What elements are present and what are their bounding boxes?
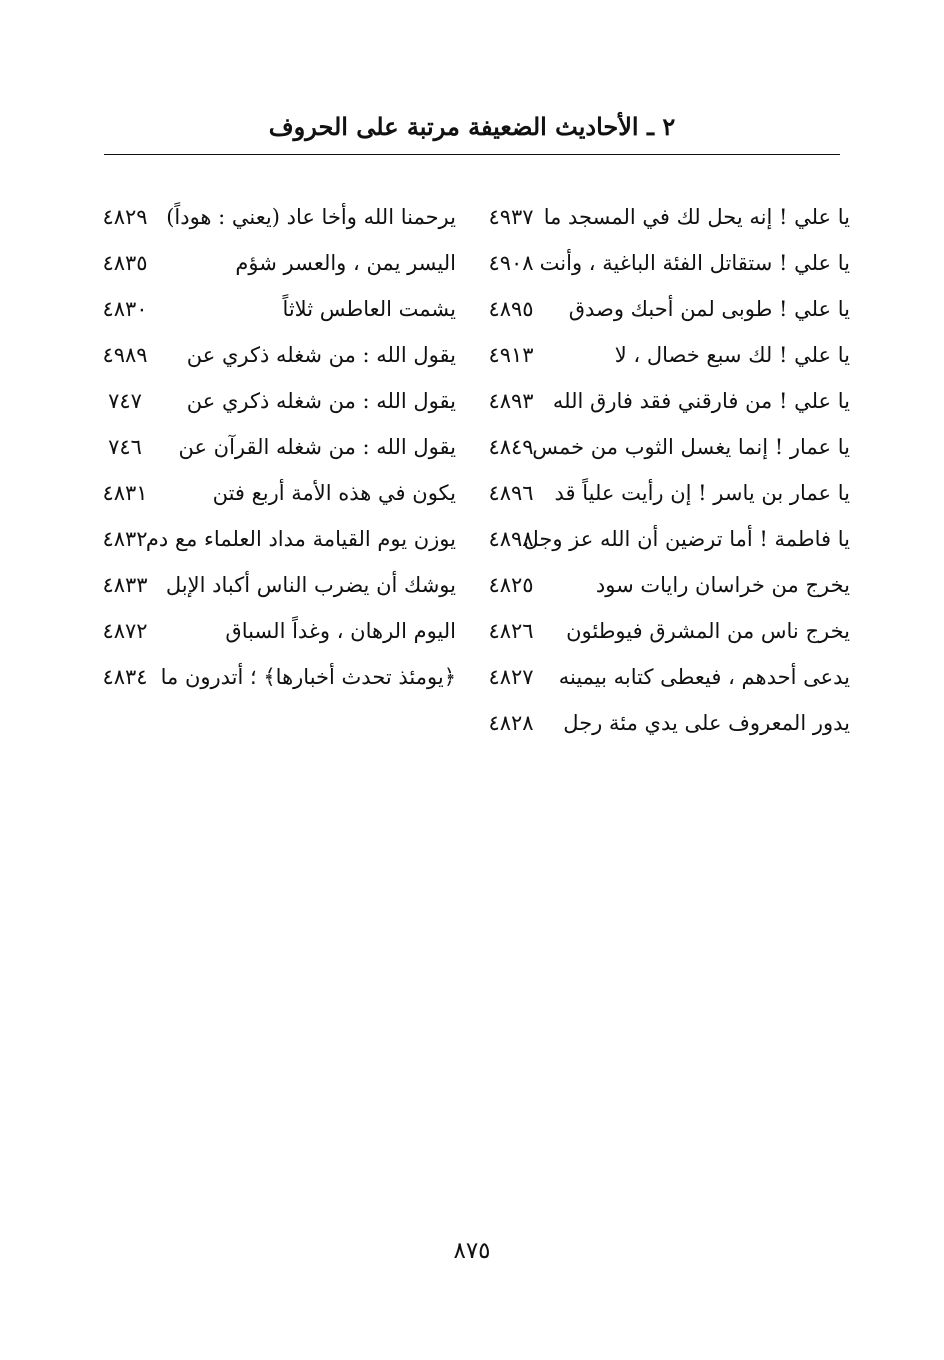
hadith-incipit: يخرج من خراسان رايات سود [595, 573, 850, 597]
hadith-index-table [100, 197, 850, 749]
hadith-incipit: يرحمنا الله وأخا عاد (يعني : هوداً) [166, 205, 456, 229]
hadith-incipit: يا علي ! من فارقني فقد فارق الله [552, 389, 850, 413]
page-header-title: ٢ ـ الأحاديث الضعيفة مرتبة على الحروف [268, 112, 676, 141]
hadith-number: ٤٨٢٩ [102, 205, 148, 229]
index-row [100, 335, 850, 381]
hadith-number: ٤٨٣٥ [102, 251, 148, 275]
hadith-incipit: يوزن يوم القيامة مداد العلماء مع دم [145, 527, 456, 551]
hadith-number: ٤٩٨٩ [102, 343, 148, 367]
index-row [100, 703, 850, 749]
index-row [100, 473, 850, 519]
hadith-incipit: يا علي ! لك سبع خصال ، لا [614, 343, 850, 367]
hadith-number: ٤٨٩٣ [488, 389, 534, 413]
hadith-number: ٤٨٣٠ [102, 297, 148, 321]
hadith-number: ٤٨٩٦ [488, 481, 534, 505]
index-row [100, 381, 850, 427]
hadith-number: ٤٨٧٢ [102, 619, 148, 643]
hadith-incipit: يا عمار ! إنما يغسل الثوب من خمس [532, 435, 850, 459]
hadith-number: ٤٩٣٧ [488, 205, 534, 229]
hadith-incipit: يوشك أن يضرب الناس أكباد الإبل [165, 573, 456, 597]
hadith-incipit: يقول الله : من شغله ذكري عن [186, 343, 456, 367]
index-row [100, 289, 850, 335]
header-divider [104, 154, 840, 155]
hadith-incipit: ﴿يومئذ تحدث أخبارها﴾ ؛ أتدرون ما [160, 665, 456, 689]
hadith-incipit: يدعى أحدهم ، فيعطى كتابه بيمينه [558, 665, 850, 689]
hadith-number: ٧٤٦ [108, 435, 142, 459]
hadith-number: ٤٨٣١ [102, 481, 148, 505]
hadith-number: ٤٨٢٦ [488, 619, 534, 643]
index-row [100, 243, 850, 289]
hadith-incipit: اليوم الرهان ، وغداً السباق [225, 619, 456, 643]
hadith-incipit: يا فاطمة ! أما ترضين أن الله عز وجل [523, 527, 850, 551]
hadith-incipit: يقول الله : من شغله القرآن عن [178, 435, 456, 459]
hadith-incipit: اليسر يمن ، والعسر شؤم [235, 251, 456, 275]
hadith-number: ٤٩٠٨ [488, 251, 534, 275]
index-row [100, 611, 850, 657]
index-row [100, 427, 850, 473]
hadith-number: ٤٨٢٥ [488, 573, 534, 597]
index-row [100, 197, 850, 243]
hadith-number: ٤٨٢٧ [488, 665, 534, 689]
index-row [100, 657, 850, 703]
index-row [100, 519, 850, 565]
hadith-number: ٧٤٧ [108, 389, 142, 413]
index-row [100, 565, 850, 611]
hadith-number: ٤٨٢٨ [488, 711, 534, 735]
hadith-incipit: يدور المعروف على يدي مئة رجل [563, 711, 850, 735]
hadith-incipit: يا عمار بن ياسر ! إن رأيت علياً قد [554, 481, 850, 505]
hadith-number: ٤٨٩٥ [488, 297, 534, 321]
hadith-incipit: يخرج ناس من المشرق فيوطئون [566, 619, 850, 643]
hadith-number: ٤٩١٣ [488, 343, 534, 367]
hadith-incipit: يا علي ! طوبى لمن أحبك وصدق [568, 297, 850, 321]
hadith-incipit: يقول الله : من شغله ذكري عن [186, 389, 456, 413]
page-number: ٨٧٥ [453, 1238, 491, 1264]
hadith-incipit: يا علي ! إنه يحل لك في المسجد ما [543, 205, 850, 229]
hadith-number: ٤٨٩٨ [488, 527, 534, 551]
hadith-number: ٤٨٤٩ [488, 435, 534, 459]
hadith-number: ٤٨٣٢ [102, 527, 148, 551]
hadith-number: ٤٨٣٣ [102, 573, 148, 597]
hadith-number: ٤٨٣٤ [102, 665, 148, 689]
hadith-incipit: يا علي ! ستقاتل الفئة الباغية ، وأنت [539, 251, 850, 275]
hadith-incipit: يشمت العاطس ثلاثاً [282, 297, 456, 321]
hadith-incipit: يكون في هذه الأمة أربع فتن [212, 481, 456, 505]
